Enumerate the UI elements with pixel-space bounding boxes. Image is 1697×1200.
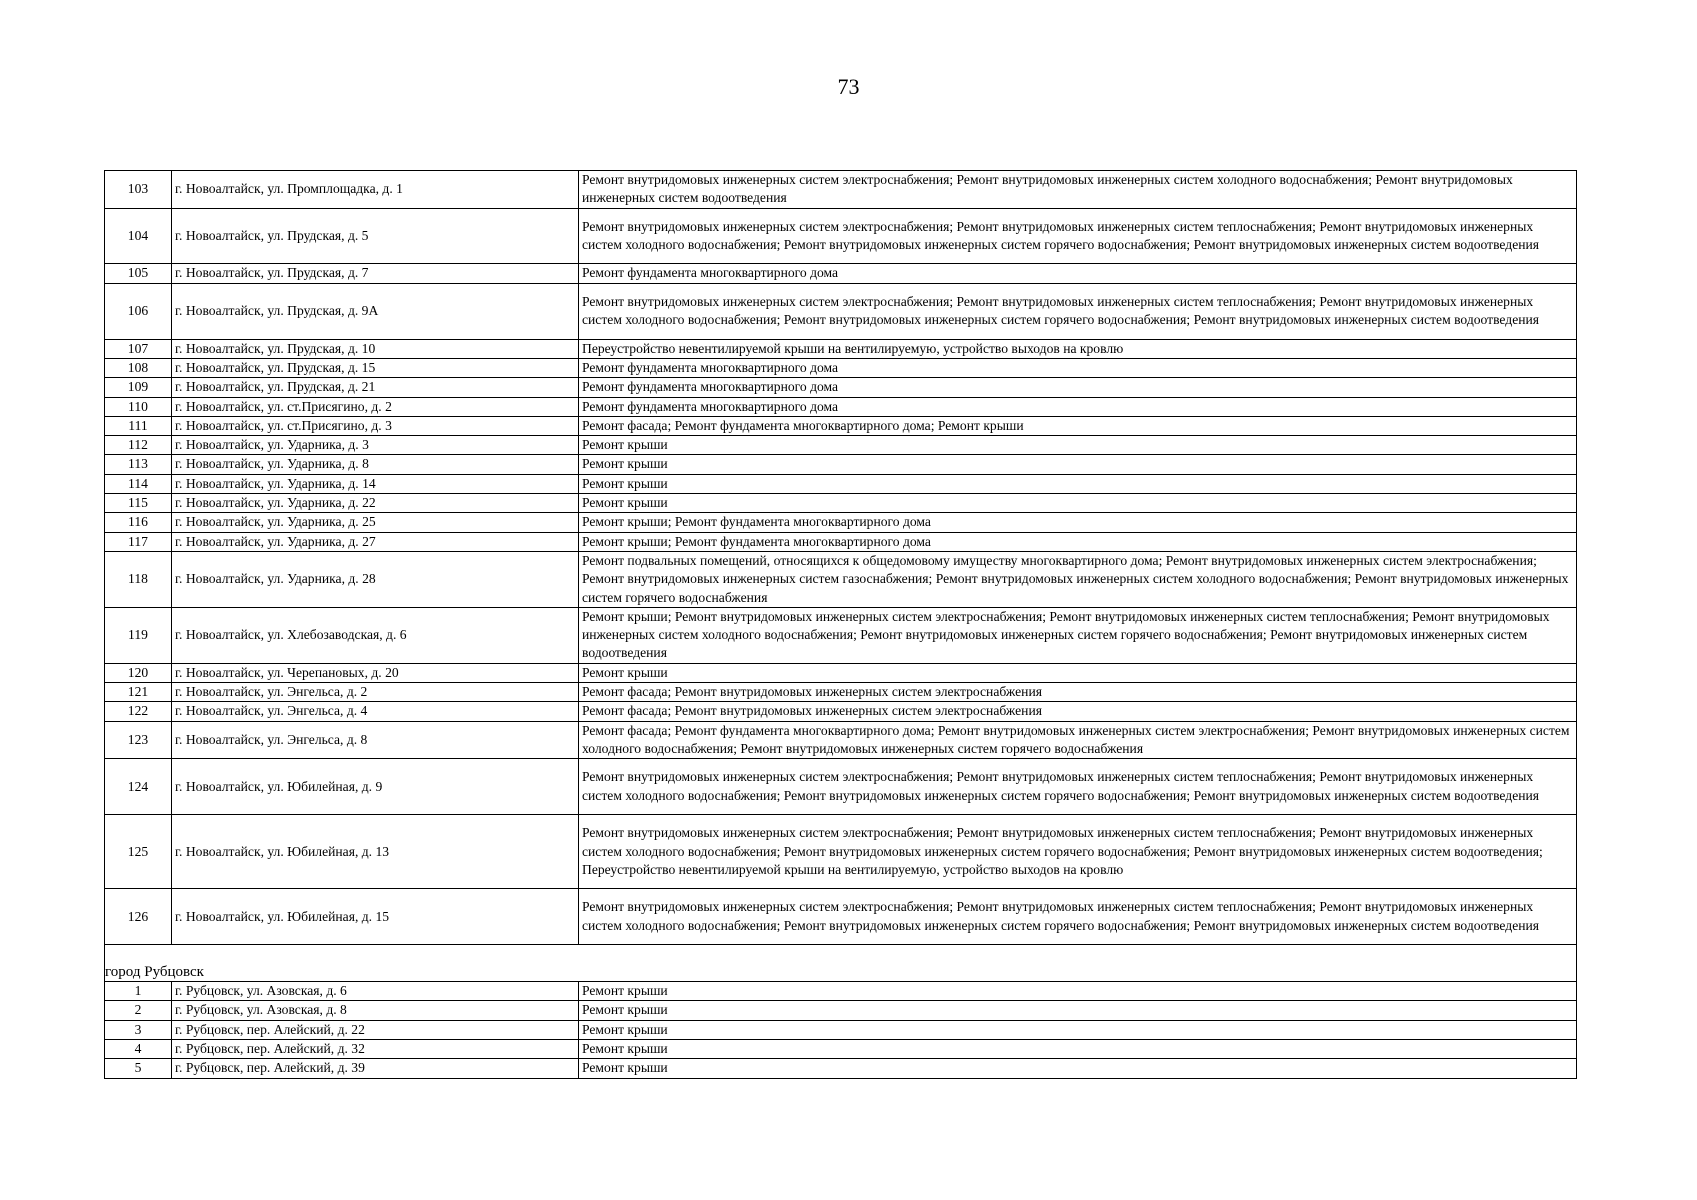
table-row bbox=[105, 683, 1577, 702]
table-row bbox=[105, 494, 1577, 513]
table-row bbox=[105, 283, 1577, 339]
row-works: Ремонт фасада; Ремонт фундамента многоквартирного дома; Ремонт крыши bbox=[579, 416, 1577, 435]
table-row bbox=[105, 474, 1577, 493]
table-row bbox=[105, 815, 1577, 889]
table-row bbox=[105, 358, 1577, 377]
table-row bbox=[105, 759, 1577, 815]
row-works: Ремонт внутридомовых инженерных систем электроснабжения; Ремонт внутридомовых инженерных систем теплоснабжения; Ремонт внутридомовых инженерных систем холодного водоснабжения; Ремонт внутридомовых инженерных систем горячего водоснабжения; Ремонт внутридомовых инженерных систем водоотведения bbox=[579, 283, 1577, 339]
table-row bbox=[105, 702, 1577, 721]
row-works: Ремонт крыши bbox=[579, 1040, 1577, 1059]
table-row bbox=[105, 551, 1577, 607]
row-address: г. Новоалтайск, ул. Ударника, д. 22 bbox=[172, 494, 579, 513]
row-address: г. Новоалтайск, ул. ст.Присягино, д. 3 bbox=[172, 416, 579, 435]
row-address: г. Рубцовск, пер. Алейский, д. 32 bbox=[172, 1040, 579, 1059]
row-works: Ремонт фундамента многоквартирного дома bbox=[579, 378, 1577, 397]
group-header-row bbox=[105, 945, 1577, 982]
table-row bbox=[105, 208, 1577, 264]
row-number: 121 bbox=[105, 683, 172, 702]
table-row bbox=[105, 1040, 1577, 1059]
row-address: г. Новоалтайск, ул. Ударника, д. 14 bbox=[172, 474, 579, 493]
row-works: Переустройство невентилируемой крыши на вентилируемую, устройство выходов на кровлю bbox=[579, 339, 1577, 358]
row-number: 109 bbox=[105, 378, 172, 397]
row-works: Ремонт крыши; Ремонт фундамента многоквартирного дома bbox=[579, 532, 1577, 551]
row-address: г. Новоалтайск, ул. Черепановых, д. 20 bbox=[172, 663, 579, 682]
row-address: г. Новоалтайск, ул. Ударника, д. 8 bbox=[172, 455, 579, 474]
row-number: 108 bbox=[105, 358, 172, 377]
row-number: 118 bbox=[105, 551, 172, 607]
row-address: г. Рубцовск, пер. Алейский, д. 22 bbox=[172, 1020, 579, 1039]
table-row bbox=[105, 889, 1577, 945]
table-row bbox=[105, 532, 1577, 551]
table-row bbox=[105, 436, 1577, 455]
row-address: г. Новоалтайск, ул. Прудская, д. 9А bbox=[172, 283, 579, 339]
table-row bbox=[105, 264, 1577, 283]
table-row bbox=[105, 1020, 1577, 1039]
row-address: г. Новоалтайск, ул. Ударника, д. 3 bbox=[172, 436, 579, 455]
row-number: 4 bbox=[105, 1040, 172, 1059]
table-row bbox=[105, 171, 1577, 209]
row-number: 114 bbox=[105, 474, 172, 493]
row-number: 106 bbox=[105, 283, 172, 339]
row-address: г. Рубцовск, ул. Азовская, д. 8 bbox=[172, 1001, 579, 1020]
row-address: г. Новоалтайск, ул. Энгельса, д. 2 bbox=[172, 683, 579, 702]
row-address: г. Рубцовск, ул. Азовская, д. 6 bbox=[172, 982, 579, 1001]
row-works: Ремонт фундамента многоквартирного дома bbox=[579, 397, 1577, 416]
row-number: 1 bbox=[105, 982, 172, 1001]
row-works: Ремонт крыши bbox=[579, 982, 1577, 1001]
row-number: 122 bbox=[105, 702, 172, 721]
table-row bbox=[105, 455, 1577, 474]
table-row bbox=[105, 416, 1577, 435]
row-address: г. Новоалтайск, ул. Ударника, д. 28 bbox=[172, 551, 579, 607]
row-number: 111 bbox=[105, 416, 172, 435]
row-number: 116 bbox=[105, 513, 172, 532]
row-works: Ремонт внутридомовых инженерных систем электроснабжения; Ремонт внутридомовых инженерных систем теплоснабжения; Ремонт внутридомовых инженерных систем холодного водоснабжения; Ремонт внутридомовых инженерных систем горячего водоснабжения; Ремонт внутридомовых инженерных систем водоотведения bbox=[579, 759, 1577, 815]
row-works: Ремонт крыши bbox=[579, 1059, 1577, 1078]
row-works: Ремонт крыши bbox=[579, 1020, 1577, 1039]
table-row bbox=[105, 607, 1577, 663]
row-number: 125 bbox=[105, 815, 172, 889]
row-number: 112 bbox=[105, 436, 172, 455]
row-address: г. Новоалтайск, ул. ст.Присягино, д. 2 bbox=[172, 397, 579, 416]
row-works: Ремонт крыши bbox=[579, 1001, 1577, 1020]
row-number: 120 bbox=[105, 663, 172, 682]
table-row bbox=[105, 721, 1577, 759]
row-number: 105 bbox=[105, 264, 172, 283]
row-number: 103 bbox=[105, 171, 172, 209]
row-works: Ремонт фасада; Ремонт внутридомовых инженерных систем электроснабжения bbox=[579, 702, 1577, 721]
row-address: г. Новоалтайск, ул. Юбилейная, д. 9 bbox=[172, 759, 579, 815]
row-works: Ремонт внутридомовых инженерных систем электроснабжения; Ремонт внутридомовых инженерных систем теплоснабжения; Ремонт внутридомовых инженерных систем холодного водоснабжения; Ремонт внутридомовых инженерных систем горячего водоснабжения; Ремонт внутридомовых инженерных систем водоотведения; Переустройство невентилируемой крыши на вентилируемую, устройство выходов на кровлю bbox=[579, 815, 1577, 889]
row-address: г. Рубцовск, пер. Алейский, д. 39 bbox=[172, 1059, 579, 1078]
table-row bbox=[105, 513, 1577, 532]
row-works: Ремонт внутридомовых инженерных систем электроснабжения; Ремонт внутридомовых инженерных систем теплоснабжения; Ремонт внутридомовых инженерных систем холодного водоснабжения; Ремонт внутридомовых инженерных систем горячего водоснабжения; Ремонт внутридомовых инженерных систем водоотведения bbox=[579, 208, 1577, 264]
row-works: Ремонт фундамента многоквартирного дома bbox=[579, 358, 1577, 377]
row-number: 119 bbox=[105, 607, 172, 663]
row-works: Ремонт внутридомовых инженерных систем электроснабжения; Ремонт внутридомовых инженерных систем теплоснабжения; Ремонт внутридомовых инженерных систем холодного водоснабжения; Ремонт внутридомовых инженерных систем горячего водоснабжения; Ремонт внутридомовых инженерных систем водоотведения bbox=[579, 889, 1577, 945]
row-address: г. Новоалтайск, ул. Ударника, д. 27 bbox=[172, 532, 579, 551]
row-works: Ремонт крыши bbox=[579, 663, 1577, 682]
table-row bbox=[105, 982, 1577, 1001]
table-body bbox=[105, 171, 1577, 1079]
group-title: город Рубцовск bbox=[105, 945, 1577, 982]
table-row bbox=[105, 663, 1577, 682]
row-number: 110 bbox=[105, 397, 172, 416]
row-address: г. Новоалтайск, ул. Энгельса, д. 8 bbox=[172, 721, 579, 759]
row-address: г. Новоалтайск, ул. Юбилейная, д. 13 bbox=[172, 815, 579, 889]
row-number: 117 bbox=[105, 532, 172, 551]
row-works: Ремонт внутридомовых инженерных систем электроснабжения; Ремонт внутридомовых инженерных систем холодного водоснабжения; Ремонт внутридомовых инженерных систем водоотведения bbox=[579, 171, 1577, 209]
row-address: г. Новоалтайск, ул. Прудская, д. 15 bbox=[172, 358, 579, 377]
row-works: Ремонт фасада; Ремонт внутридомовых инженерных систем электроснабжения bbox=[579, 683, 1577, 702]
row-number: 123 bbox=[105, 721, 172, 759]
row-number: 126 bbox=[105, 889, 172, 945]
table-row bbox=[105, 378, 1577, 397]
row-address: г. Новоалтайск, ул. Прудская, д. 5 bbox=[172, 208, 579, 264]
page-number: 73 bbox=[837, 74, 860, 99]
row-works: Ремонт фундамента многоквартирного дома bbox=[579, 264, 1577, 283]
row-number: 5 bbox=[105, 1059, 172, 1078]
row-works: Ремонт крыши bbox=[579, 474, 1577, 493]
row-works: Ремонт крыши; Ремонт фундамента многоквартирного дома bbox=[579, 513, 1577, 532]
row-works: Ремонт крыши bbox=[579, 494, 1577, 513]
row-address: г. Новоалтайск, ул. Прудская, д. 7 bbox=[172, 264, 579, 283]
row-address: г. Новоалтайск, ул. Прудская, д. 10 bbox=[172, 339, 579, 358]
row-address: г. Новоалтайск, ул. Юбилейная, д. 15 bbox=[172, 889, 579, 945]
row-works: Ремонт крыши bbox=[579, 455, 1577, 474]
row-works: Ремонт крыши bbox=[579, 436, 1577, 455]
row-number: 104 bbox=[105, 208, 172, 264]
row-works: Ремонт фасада; Ремонт фундамента многоквартирного дома; Ремонт внутридомовых инженерных систем электроснабжения; Ремонт внутридомовых инженерных систем холодного водоснабжения; Ремонт внутридомовых инженерных систем горячего водоснабжения bbox=[579, 721, 1577, 759]
row-address: г. Новоалтайск, ул. Ударника, д. 25 bbox=[172, 513, 579, 532]
row-works: Ремонт крыши; Ремонт внутридомовых инженерных систем электроснабжения; Ремонт внутридомовых инженерных систем теплоснабжения; Ремонт внутридомовых инженерных систем холодного водоснабжения; Ремонт внутридомовых инженерных систем горячего водоснабжения; Ремонт внутридомовых инженерных систем водоотведения bbox=[579, 607, 1577, 663]
row-address: г. Новоалтайск, ул. Энгельса, д. 4 bbox=[172, 702, 579, 721]
row-address: г. Новоалтайск, ул. Хлебозаводская, д. 6 bbox=[172, 607, 579, 663]
row-number: 3 bbox=[105, 1020, 172, 1039]
table-row bbox=[105, 1001, 1577, 1020]
register-table bbox=[104, 170, 1577, 1079]
row-number: 113 bbox=[105, 455, 172, 474]
table-row bbox=[105, 339, 1577, 358]
row-number: 124 bbox=[105, 759, 172, 815]
row-address: г. Новоалтайск, ул. Прудская, д. 21 bbox=[172, 378, 579, 397]
table-row bbox=[105, 1059, 1577, 1078]
row-number: 107 bbox=[105, 339, 172, 358]
row-number: 2 bbox=[105, 1001, 172, 1020]
row-works: Ремонт подвальных помещений, относящихся к общедомовому имуществу многоквартирного дома; Ремонт внутридомовых инженерных систем электроснабжения; Ремонт внутридомовых инженерных систем газоснабжения; Ремонт внутридомовых инженерных систем холодного водоснабжения; Ремонт внутридомовых инженерных систем горячего водоснабжения bbox=[579, 551, 1577, 607]
row-number: 115 bbox=[105, 494, 172, 513]
table-row bbox=[105, 397, 1577, 416]
row-address: г. Новоалтайск, ул. Промплощадка, д. 1 bbox=[172, 171, 579, 209]
